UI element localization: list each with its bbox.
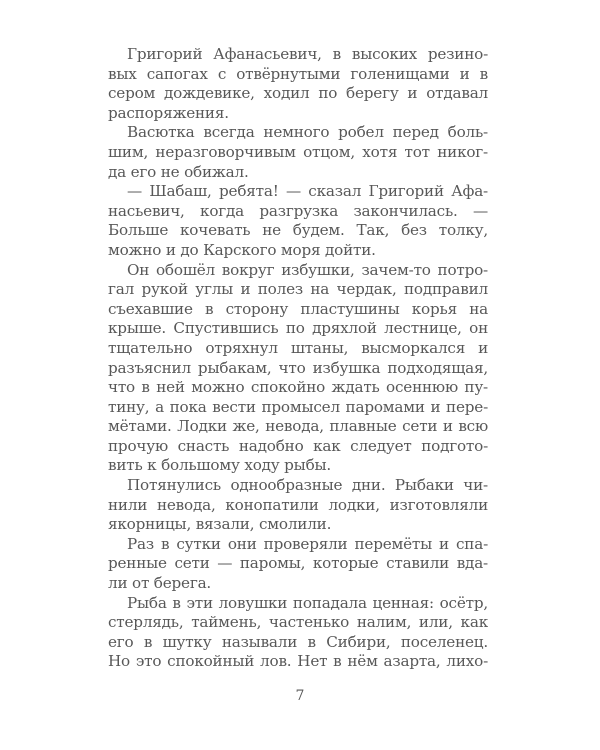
text-line: съехавшие в сторону пластушины корья на (108, 299, 488, 318)
text-line: можно и до Карского моря дойти. (108, 240, 376, 259)
text-line: Больше кочевать не будем. Так, без толку, (108, 221, 488, 240)
text-line: вить к большому ходу рыбы. (108, 456, 332, 475)
text-line: ли от берега. (108, 574, 212, 593)
text-line: стерлядь, таймень, частенько налим, или, как (108, 613, 488, 632)
text-line: нили невода, конопатили лодки, изготовляли (108, 495, 488, 514)
text-line: Рыба в эти ловушки попадала ценная: осётр, (127, 593, 488, 612)
paragraph (108, 182, 488, 260)
page-number: 7 (295, 688, 305, 704)
text-line: Григорий Афанасьевич, в высоких резино- (127, 45, 488, 63)
text-line: прочую снасть надобно как следует подгото- (108, 436, 488, 455)
paragraph (108, 476, 488, 535)
text-line: Он обошёл вокруг избушки, зачем-то потро- (127, 260, 488, 279)
paragraph (108, 594, 488, 672)
text-line: — Шабаш, ребята! — сказал Григорий Афа- (127, 182, 488, 201)
text-line: распоряжения. (108, 103, 229, 122)
text-line: Но это спокойный лов. Нет в нём азарта, лихо- (108, 652, 488, 671)
text-line: ренные сети — паромы, которые ставили вда- (108, 554, 488, 573)
paragraph (108, 535, 488, 594)
text-line: да его не обижал. (108, 162, 249, 181)
text-line: тину, а пока вести промысел паромами и пере- (108, 397, 488, 416)
paragraph (108, 45, 488, 123)
text-line: мётами. Лодки же, невода, плавные сети и всю (108, 417, 488, 436)
text-line: разъяснил рыбакам, что избушка подходящая, (108, 358, 488, 377)
text-line: сером дождевике, ходил по берегу и отдавал (108, 84, 488, 103)
page-body-text (108, 45, 488, 672)
text-line: шим, неразговорчивым отцом, хотя тот никог- (108, 142, 488, 161)
text-line: тщательно отряхнул штаны, высморкался и (108, 338, 488, 357)
text-line: вых сапогах с отвёрнутыми голенищами и в (108, 64, 488, 83)
text-line: что в ней можно спокойно ждать осеннюю пу- (108, 378, 488, 397)
text-line: Васютка всегда немного робел перед боль- (127, 123, 488, 142)
text-line: насьевич, когда разгрузка закончилась. — (108, 201, 488, 220)
paragraph (108, 261, 488, 477)
text-line: его в шутку называли в Сибири, поселенец. (108, 632, 488, 651)
text-line: крыше. Спустившись по дряхлой лестнице, он (108, 319, 488, 338)
paragraph (108, 123, 488, 182)
text-line: гал рукой углы и полез на чердак, подправил (108, 280, 488, 299)
text-line: якорницы, вязали, смолили. (108, 515, 332, 534)
text-line: Потянулись однообразные дни. Рыбаки чи- (127, 476, 488, 495)
text-line: Раз в сутки они проверяли перемёты и спа- (127, 534, 488, 553)
